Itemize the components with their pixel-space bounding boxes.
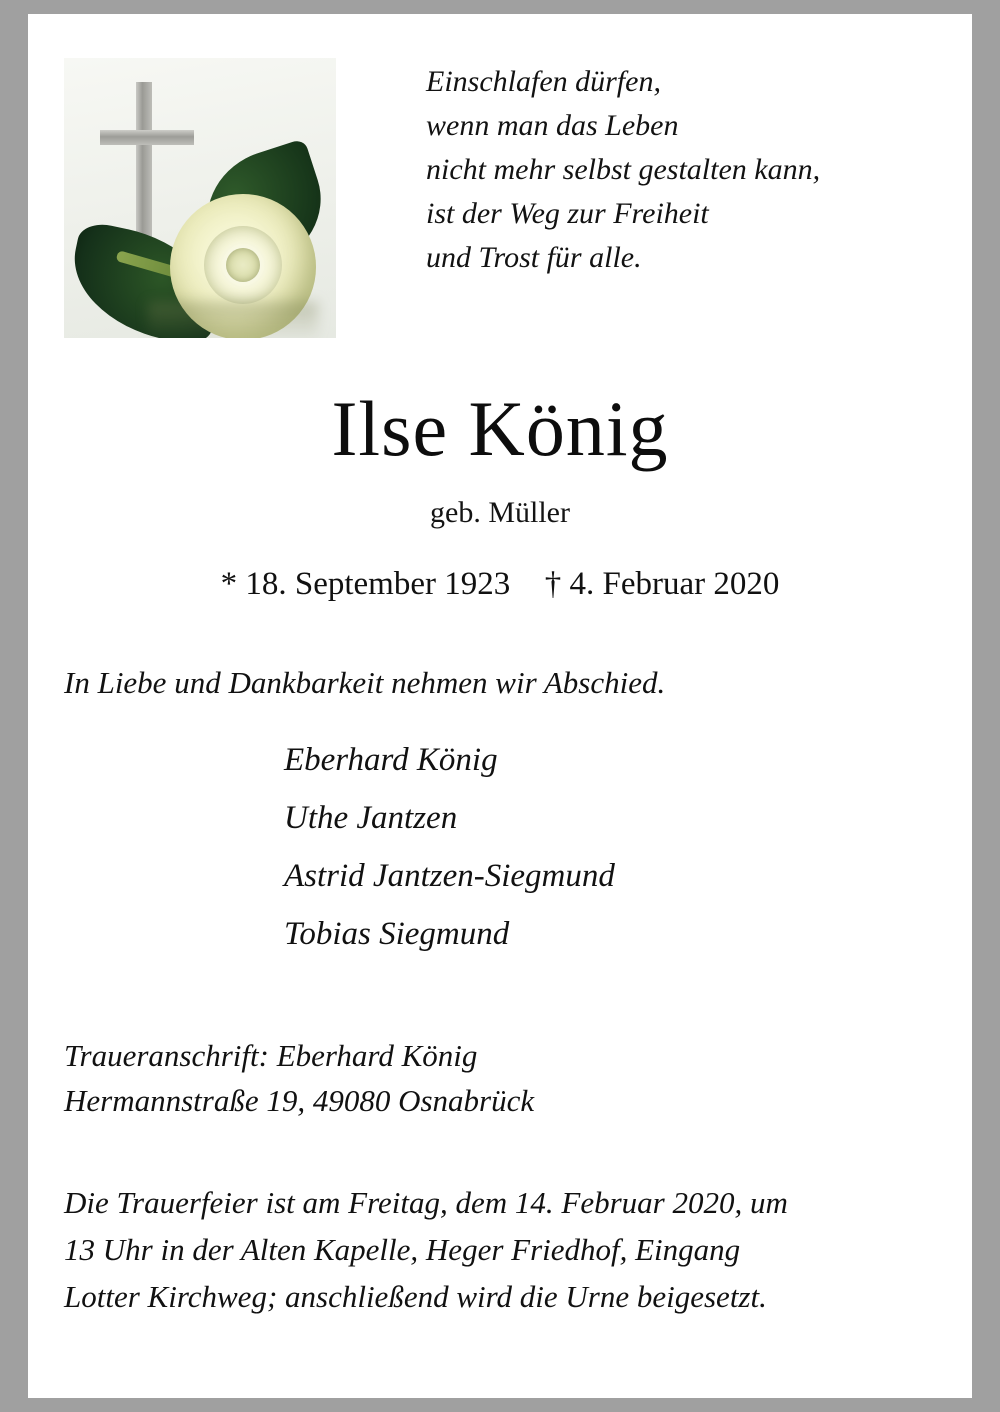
birth-date: * 18. September 1923 — [220, 566, 511, 602]
mourning-address — [64, 1033, 972, 1123]
verse-line-4: ist der Weg zur Freiheit — [426, 197, 709, 230]
ceremony-line-3: Lotter Kirchweg; anschließend wird die Urne beigesetzt. — [64, 1279, 767, 1314]
cross-horizontal-bar — [100, 130, 194, 145]
verse-line-2: wenn man das Leben — [426, 109, 679, 142]
death-date: † 4. Februar 2020 — [544, 566, 780, 602]
memorial-verse — [426, 60, 956, 280]
verse-line-1: Einschlafen dürfen, — [426, 65, 661, 98]
address-line-1: Traueranschrift: Eberhard König — [64, 1038, 478, 1073]
ceremony-line-2: 13 Uhr in der Alten Kapelle, Heger Friedhof, Eingang — [64, 1232, 741, 1267]
list-item: Uthe Jantzen — [284, 800, 458, 836]
survivors-list — [284, 731, 972, 963]
maiden-name: geb. Müller — [430, 496, 570, 529]
list-item: Tobias Siegmund — [284, 916, 510, 952]
list-item: Astrid Jantzen-Siegmund — [284, 858, 615, 894]
ceremony-line-1: Die Trauerfeier ist am Freitag, dem 14. Februar 2020, um — [64, 1185, 788, 1220]
life-dates — [28, 566, 972, 603]
list-item: Eberhard König — [284, 742, 498, 778]
rose-shadow — [148, 302, 318, 338]
farewell-text: In Liebe und Dankbarkeit nehmen wir Abschied. — [64, 665, 666, 700]
header-area — [28, 14, 972, 344]
deceased-name: Ilse König — [331, 385, 669, 472]
verse-line-5: und Trost für alle. — [426, 241, 642, 274]
obituary-card — [28, 14, 972, 1398]
cross-and-rose-icon — [64, 58, 336, 338]
verse-line-3: nicht mehr selbst gestalten kann, — [426, 153, 821, 186]
ceremony-details — [64, 1179, 950, 1320]
address-line-2: Hermannstraße 19, 49080 Osnabrück — [64, 1083, 535, 1118]
